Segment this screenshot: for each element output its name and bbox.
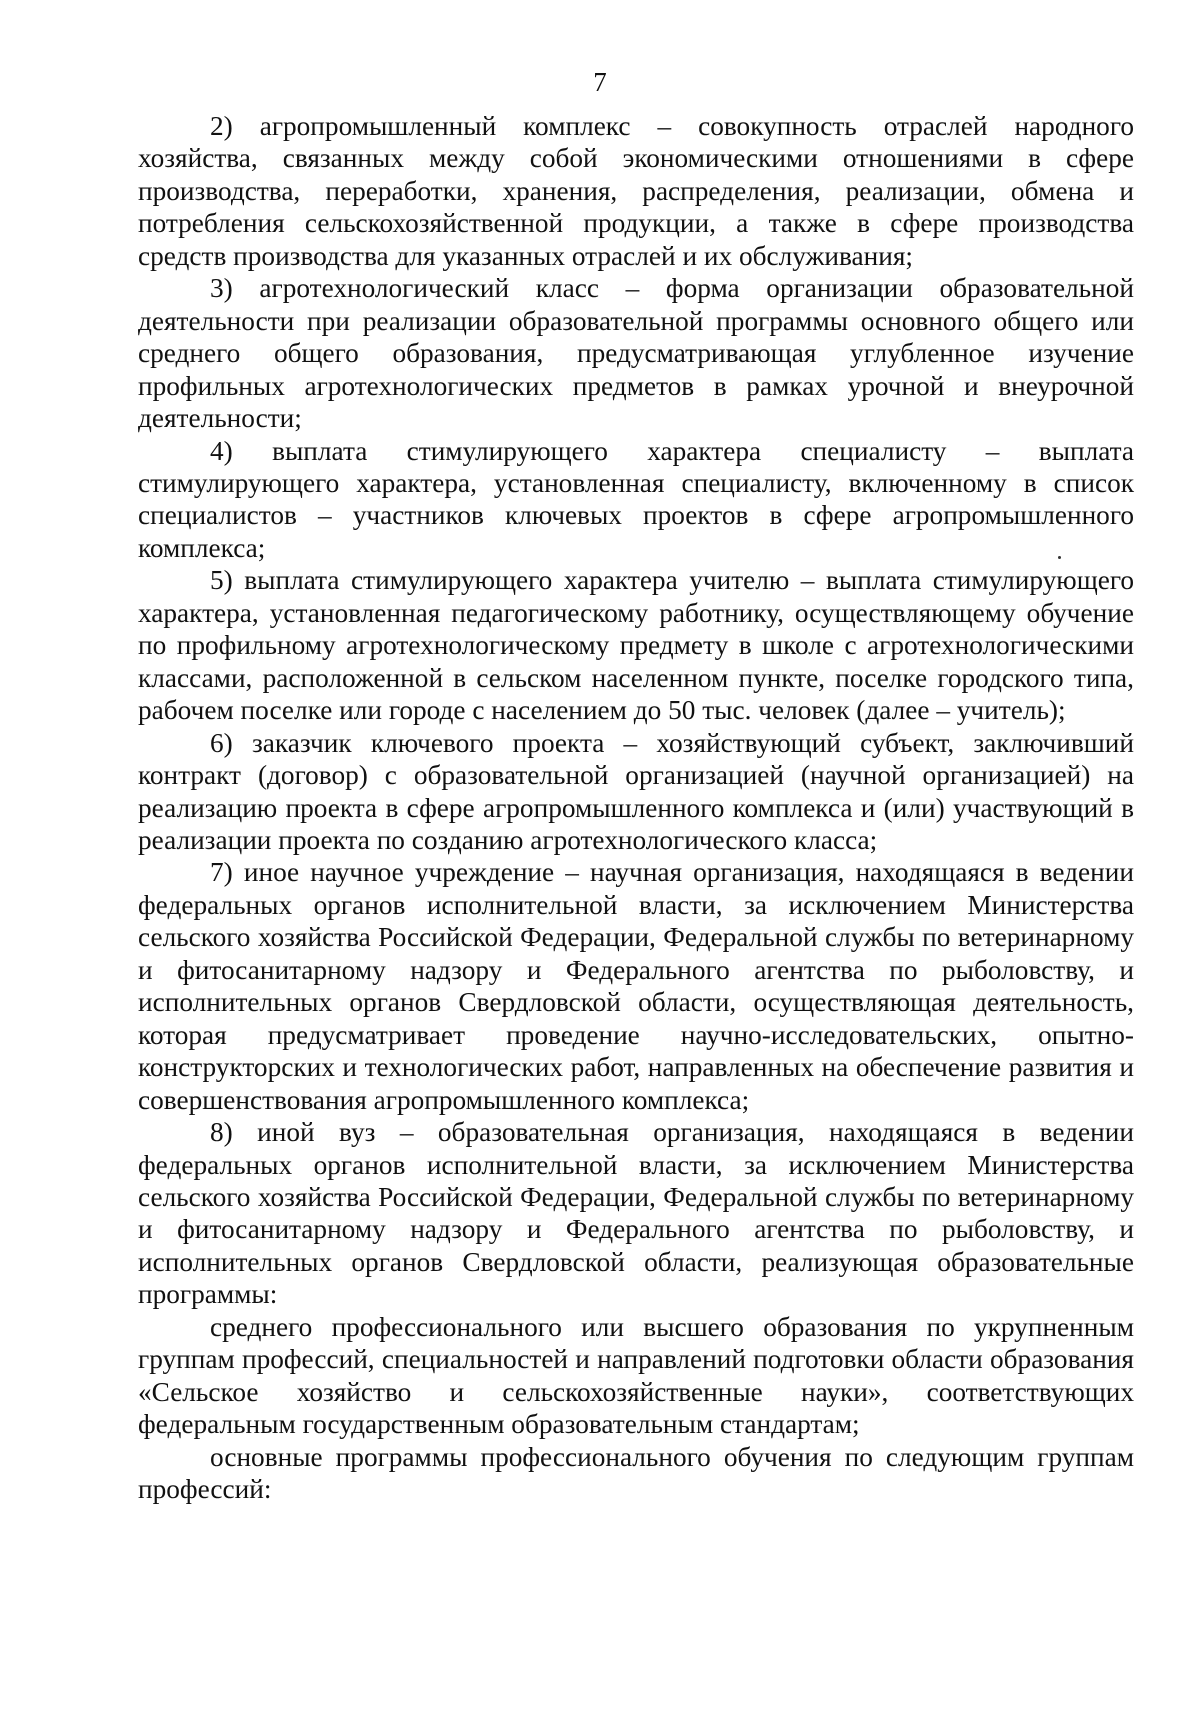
scan-speck (1058, 556, 1061, 559)
definition-item-3: 3) агротехнологический класс – форма организации образовательной деятельности при реализации образовательной программы основного общего или среднего общего образования, предусматривающая углубленное изучение профильных агротехнологических предметов в рамках урочной и внеурочной деятельности; (138, 273, 1134, 434)
definition-item-2: 2) агропромышленный комплекс – совокупность отраслей народного хозяйства, связанных между собой экономическими отношениями в сфере производства, переработки, хранения, распределения, реализации, обмена и потребления сельскохозяйственной продукции, а также в сфере производства средств производства для указанных отраслей и их обслуживания; (138, 111, 1134, 271)
definition-item-4: 4) выплата стимулирующего характера специалисту – выплата стимулирующего характера, установленная специалисту, включенному в список специалистов – участников ключевых проектов в сфере агропромышленного комплекса; (138, 435, 1134, 563)
definition-item-5: 5) выплата стимулирующего характера учителю – выплата стимулирующего характера, установленная педагогическому работнику, осуществляющему обучение по профильному агротехнологическому предмету в школе с агротехнологическими классами, расположенной в сельском населенном пункте, поселке городского типа, рабочем поселке или городе с населением до 50 тыс. человек (далее – учитель); (138, 565, 1134, 726)
definition-item-7: 7) иное научное учреждение – научная организация, находящаяся в ведении федеральных органов исполнительной власти, за исключением Министерства сельского хозяйства Российской Федерации, Федеральной службы по ветеринарному и фитосанитарному надзору и Федерального агентства по рыболовству, и исполнительных органов Свердловской области, осуществляющая деятельность, которая предусматривает проведение научно-исследовательских, опытно-конструкторских и технологических работ, направленных на обеспечение развития и совершенствования агропромышленного комплекса; (138, 857, 1134, 1115)
subitem-vocational-higher-education: среднего профессионального или высшего образования по укрупненным группам профессий, специальностей и направлений подготовки области образования «Сельское хозяйство и сельскохозяйственные науки», соответствующих федеральным государственным образовательным стандартам; (138, 1311, 1134, 1440)
definition-item-6: 6) заказчик ключевого проекта – хозяйствующий субъект, заключивший контракт (договор) с образовательной организацией (научной организацией) на реализацию проекта в сфере агропромышленного комплекса и (или) участвующий в реализации проекта по созданию агротехнологического класса; (138, 727, 1134, 855)
document-body (138, 110, 1134, 1505)
definition-item-8: 8) иной вуз – образовательная организация, находящаяся в ведении федеральных органов исполнительной власти, за исключением Министерства сельского хозяйства Российской Федерации, Федеральной службы по ветеринарному и фитосанитарному надзору и Федерального агентства по рыболовству, и исполнительных органов Свердловской области, реализующая образовательные программы: (138, 1117, 1134, 1310)
page-number: 7 (593, 67, 607, 97)
subitem-professional-training: основные программы профессионального обучения по следующим группам профессий: (138, 1441, 1134, 1505)
